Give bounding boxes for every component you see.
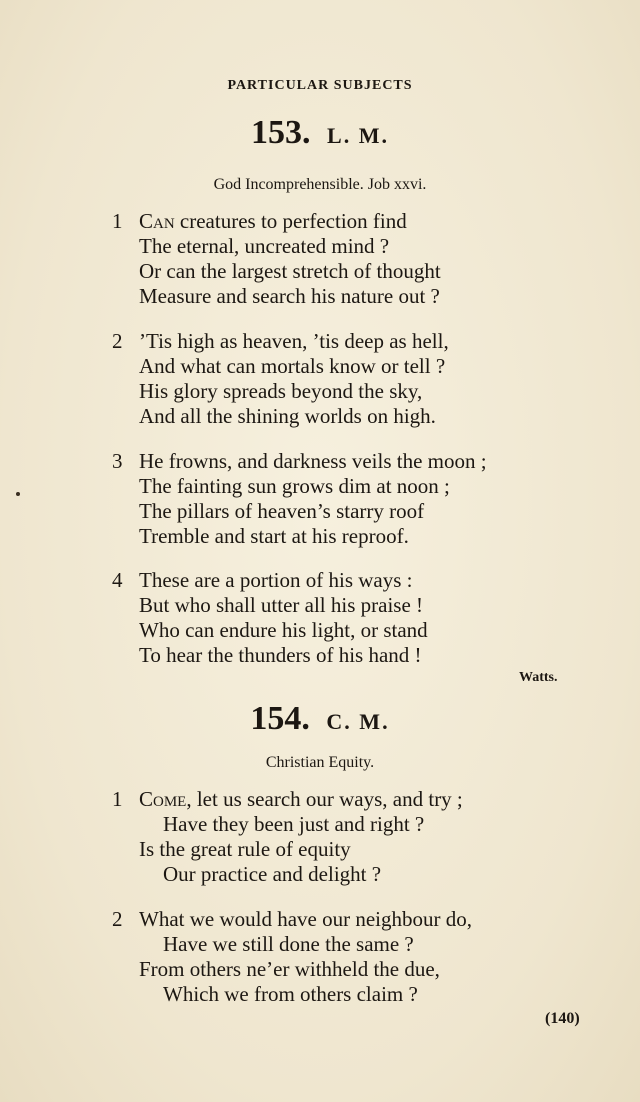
verse-number: 1: [112, 209, 123, 233]
hymn-title-153: [0, 114, 640, 152]
verse-line: He frowns, and darkness veils the moon ;: [139, 449, 487, 473]
verse-line: Measure and search his nature out ?: [139, 284, 440, 308]
hymn-meter: C. M.: [326, 709, 390, 734]
verse-first-word: Can: [139, 209, 175, 233]
verse-line: These are a portion of his ways :: [139, 568, 413, 592]
verse-line: Our practice and delight ?: [163, 862, 382, 886]
hymn-number: 154.: [250, 700, 310, 737]
verse-154-2: [112, 907, 472, 1007]
verse-line: creatures to perfection find: [174, 209, 407, 233]
verse-line: What we would have our neighbour do,: [139, 907, 472, 931]
verse-line: From others ne’er withheld the due,: [139, 957, 440, 981]
verse-153-1: [112, 209, 441, 309]
verse-line: But who shall utter all his praise !: [139, 593, 424, 617]
verse-number: 2: [112, 329, 123, 353]
verse-first-word: Come: [139, 787, 187, 811]
hymn-subtitle: Christian Equity.: [265, 754, 375, 771]
verse-number: 1: [112, 787, 123, 811]
verse-line: , let us search our ways, and try ;: [186, 787, 463, 811]
verse-line: Is the great rule of equity: [139, 837, 351, 861]
running-head: PARTICULAR SUBJECTS: [227, 78, 413, 93]
hymn-meter: L. M.: [327, 123, 389, 148]
verse-line: And all the shining worlds on high.: [139, 404, 436, 428]
verse-number: 2: [112, 907, 123, 931]
verse-153-3: [112, 449, 487, 549]
verse-number: 4: [112, 568, 123, 592]
hymn-subtitle: God Incomprehensible. Job xxvi.: [213, 176, 427, 193]
verse-line: Which we from others claim ?: [163, 982, 418, 1006]
verse-line: Tremble and start at his reproof.: [139, 524, 409, 548]
verse-153-2: [112, 329, 449, 429]
verse-line: To hear the thunders of his hand !: [139, 643, 422, 667]
verse-line: Who can endure his light, or stand: [139, 618, 428, 642]
verse-line: ’Tis high as heaven, ’tis deep as hell,: [139, 329, 449, 353]
attribution: Watts.: [519, 670, 558, 685]
page-number: (140): [545, 1010, 580, 1027]
verse-line: His glory spreads beyond the sky,: [139, 379, 423, 403]
verse-line: The pillars of heaven’s starry roof: [139, 499, 425, 523]
verse-line: The fainting sun grows dim at noon ;: [139, 474, 450, 498]
hymn-number: 153.: [251, 114, 311, 151]
verse-line: And what can mortals know or tell ?: [139, 354, 446, 378]
verse-line: Or can the largest stretch of thought: [139, 259, 441, 283]
verse-153-4: [112, 568, 428, 668]
verse-line: Have we still done the same ?: [163, 932, 414, 956]
verse-number: 3: [112, 449, 123, 473]
verse-line: Have they been just and right ?: [163, 812, 425, 836]
verse-154-1: [112, 787, 463, 887]
verse-line: The eternal, uncreated mind ?: [139, 234, 390, 258]
hymn-title-154: [0, 700, 640, 738]
ink-speck: [16, 492, 20, 496]
